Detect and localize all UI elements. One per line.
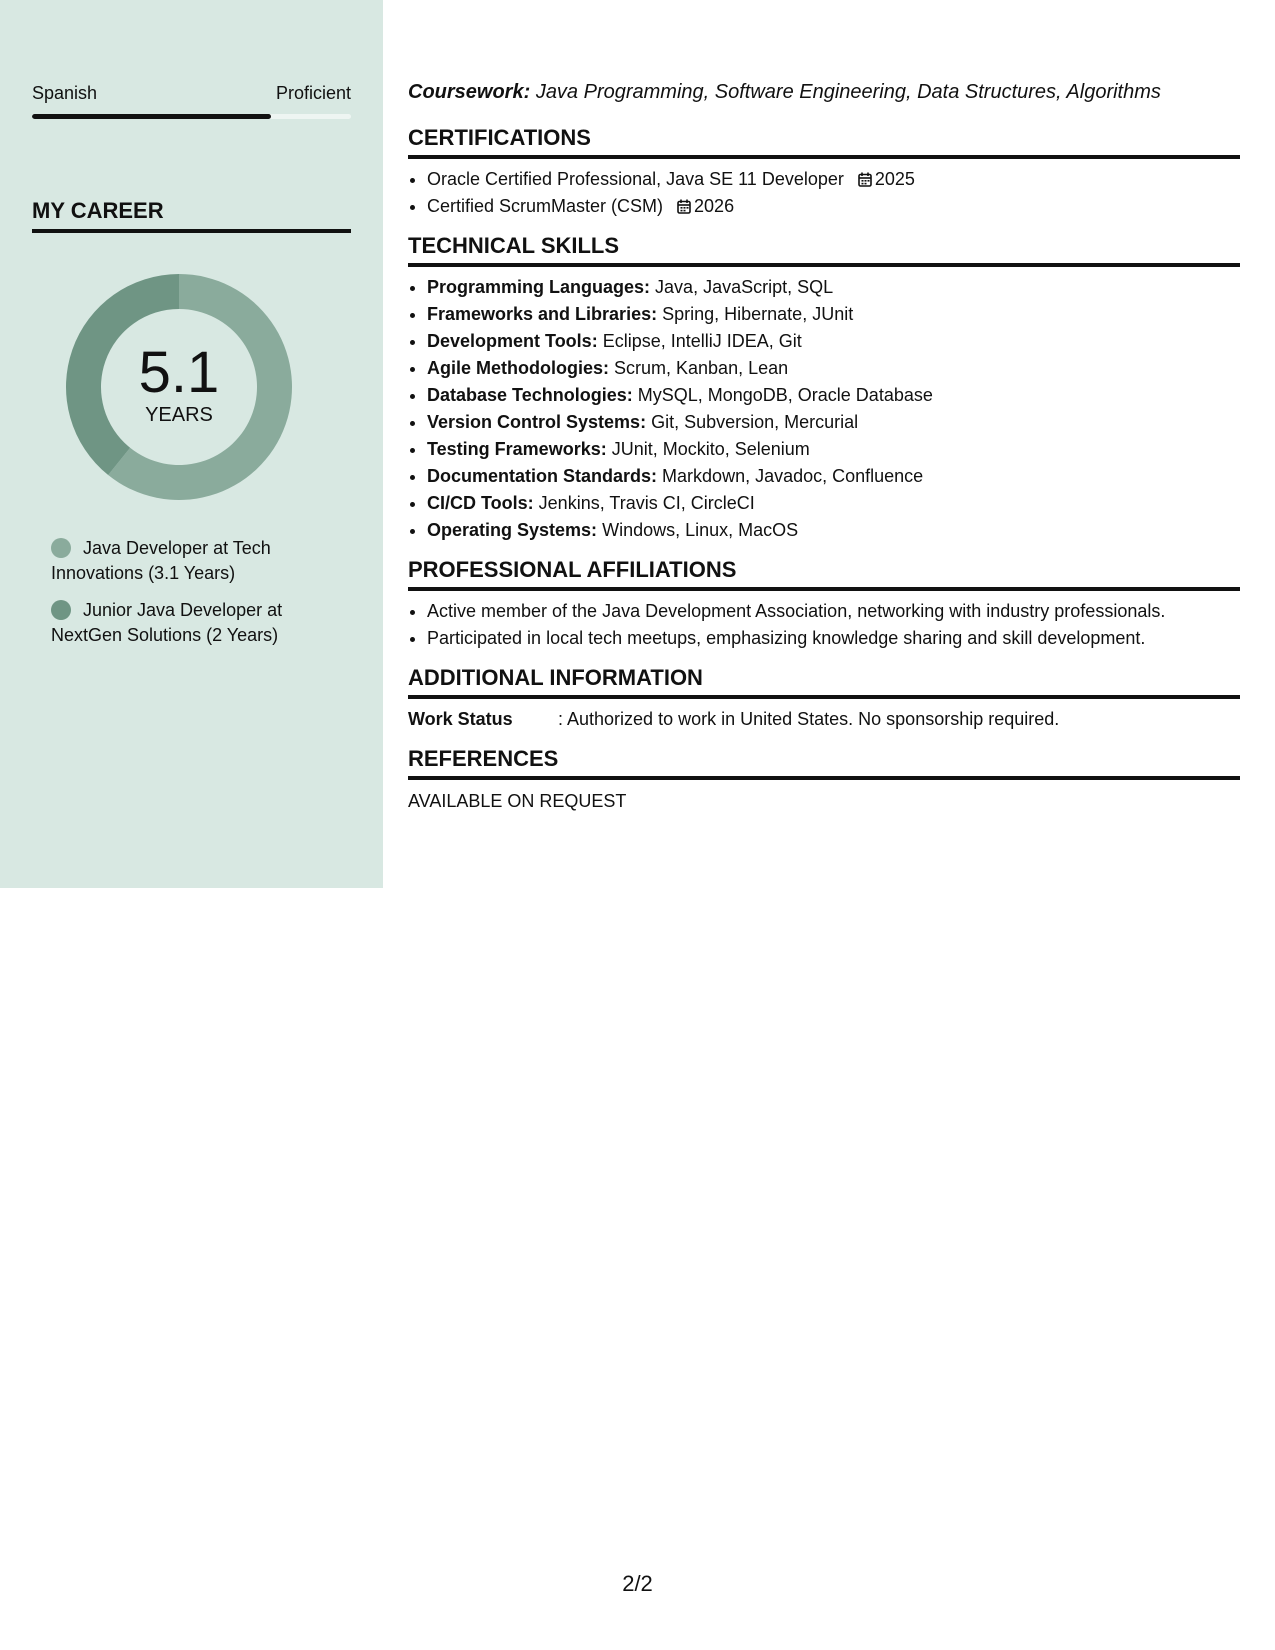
skill-item: [427, 274, 1240, 301]
skill-value: Spring, Hibernate, JUnit: [662, 304, 854, 324]
skill-item: [427, 382, 1240, 409]
certification-year: 2025: [874, 169, 915, 189]
language-row: [32, 82, 351, 104]
certifications-list: [408, 166, 1240, 220]
coursework-text: Java Programming, Software Engineering, Data Structures, Algorithms: [535, 81, 1161, 103]
work-status-value: : Authorized to work in United States. No sponsorship required.: [558, 709, 1060, 729]
language-proficiency-fill: [32, 114, 271, 119]
legend-dot-icon: [51, 600, 71, 620]
certifications-heading: CERTIFICATIONS: [408, 124, 1240, 159]
skill-label: Testing Frameworks:: [427, 439, 607, 459]
page-number: 2/2: [622, 1571, 653, 1596]
career-legend-label: Java Developer at Tech Innovations (3.1 Years): [51, 538, 271, 583]
calendar-icon: [677, 199, 691, 214]
certification-item: [427, 193, 1240, 220]
skill-item: [427, 490, 1240, 517]
technical-skills-heading: TECHNICAL SKILLS: [408, 232, 1240, 267]
skill-item: [427, 436, 1240, 463]
technical-skills-list: [408, 274, 1240, 544]
career-legend-label: Junior Java Developer at NextGen Solutions (2 Years): [51, 600, 283, 645]
coursework-label: Coursework:: [408, 81, 531, 103]
sidebar: [0, 0, 383, 888]
calendar-icon: [858, 172, 872, 187]
affiliations-list: [408, 598, 1240, 652]
work-status-row: [408, 706, 1240, 733]
career-donut-center: [66, 274, 292, 500]
skill-label: Operating Systems:: [427, 520, 598, 540]
skill-label: Programming Languages:: [427, 277, 651, 297]
language-proficiency-bar: [32, 114, 351, 119]
skill-item: [427, 463, 1240, 490]
career-legend-item: [51, 598, 351, 648]
career-total-years: 5.1: [138, 340, 220, 405]
skill-item: [427, 517, 1240, 544]
coursework-line: [408, 78, 1240, 106]
skill-label: Version Control Systems:: [427, 412, 647, 432]
skill-label: CI/CD Tools:: [427, 493, 534, 513]
skill-value: Jenkins, Travis CI, CircleCI: [538, 493, 755, 513]
affiliations-heading: PROFESSIONAL AFFILIATIONS: [408, 556, 1240, 591]
skill-value: Windows, Linux, MacOS: [602, 520, 799, 540]
skill-item: [427, 409, 1240, 436]
references-heading: REFERENCES: [408, 745, 1240, 780]
skill-value: JUnit, Mockito, Selenium: [611, 439, 810, 459]
language-name: Spanish: [32, 83, 98, 103]
career-heading: MY CAREER: [32, 197, 351, 233]
skill-item: [427, 355, 1240, 382]
skill-label: Documentation Standards:: [427, 466, 658, 486]
skill-value: Markdown, Javadoc, Confluence: [662, 466, 924, 486]
skill-value: Scrum, Kanban, Lean: [614, 358, 789, 378]
skill-label: Frameworks and Libraries:: [427, 304, 658, 324]
legend-dot-icon: [51, 538, 71, 558]
references-text: AVAILABLE ON REQUEST: [408, 791, 627, 811]
affiliation-item: • Active member of the Java Development Association, networking with industry professionals.: [427, 598, 1240, 625]
work-status-label: Work Status: [408, 709, 513, 729]
skill-label: Database Technologies:: [427, 385, 633, 405]
main-content: [408, 78, 1240, 815]
skill-label: Agile Methodologies:: [427, 358, 609, 378]
skill-value: MySQL, MongoDB, Oracle Database: [637, 385, 933, 405]
certification-name: Certified ScrumMaster (CSM): [427, 196, 664, 216]
skill-value: Eclipse, IntelliJ IDEA, Git: [602, 331, 802, 351]
skill-item: [427, 301, 1240, 328]
career-legend: [51, 536, 351, 660]
language-level: Proficient: [275, 83, 351, 103]
skill-value: Java, JavaScript, SQL: [655, 277, 834, 297]
career-total-unit: YEARS: [145, 404, 213, 426]
career-legend-item: [51, 536, 351, 586]
additional-info-heading: ADDITIONAL INFORMATION: [408, 664, 1240, 699]
skill-item: [427, 328, 1240, 355]
affiliation-item: • Participated in local tech meetups, emphasizing knowledge sharing and skill development.: [427, 625, 1240, 652]
certification-year: 2026: [694, 196, 735, 216]
certification-item: [427, 166, 1240, 193]
certification-name: Oracle Certified Professional, Java SE 11 Developer: [427, 169, 844, 189]
skill-label: Development Tools:: [427, 331, 598, 351]
skill-value: Git, Subversion, Mercurial: [651, 412, 859, 432]
